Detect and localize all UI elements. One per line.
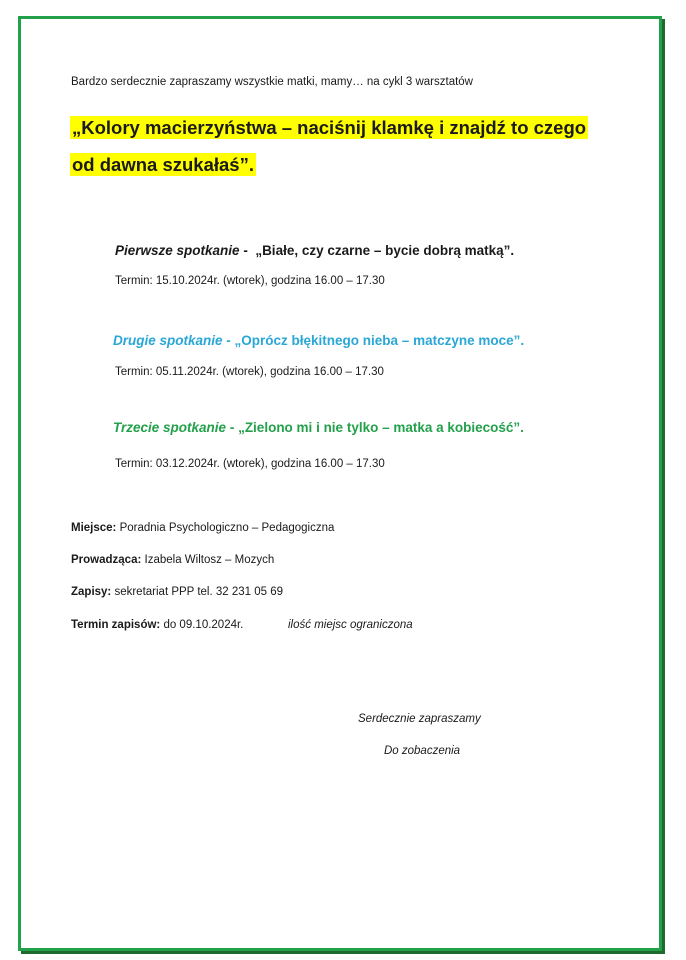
place-value: Poradnia Psychologiczno – Pedagogiczna — [116, 522, 335, 534]
meeting-2-term: Termin: 05.11.2024r. (wtorek), godzina 16.00 – 17.30 — [115, 366, 384, 378]
meeting-1-heading — [115, 243, 514, 258]
headline-line-2 — [70, 154, 256, 176]
host-row — [71, 554, 274, 566]
meeting-1-title: „Białe, czy czarne – bycie dobrą matką”. — [255, 243, 515, 258]
signup-row — [71, 586, 283, 598]
meeting-3-separator: - — [226, 420, 239, 435]
place-row — [71, 522, 334, 534]
closing-invite: Serdecznie zapraszamy — [358, 713, 481, 725]
signup-label: Zapisy: — [71, 586, 112, 598]
host-label: Prowadząca: — [71, 554, 142, 566]
limited-places-note: ilość miejsc ograniczona — [288, 619, 413, 631]
meeting-2-heading — [113, 333, 524, 348]
headline-highlight-1: „Kolory macierzyństwa – naciśnij klamkę i znajdź to czego — [72, 117, 587, 138]
intro-text: Bardzo serdecznie zapraszamy wszystkie matki, mamy… na cykl 3 warsztatów — [71, 76, 473, 88]
meeting-2-separator: - — [222, 333, 235, 348]
meeting-3-heading — [113, 420, 524, 435]
host-value: Izabela Wiltosz – Mozych — [141, 554, 275, 566]
meeting-3-title: „Zielono mi i nie tylko – matka a kobiecość”. — [238, 420, 524, 435]
deadline-row — [71, 619, 243, 631]
meeting-1-label: Pierwsze spotkanie — [115, 243, 240, 258]
headline-line-1 — [70, 117, 588, 139]
place-label: Miejsce: — [71, 522, 117, 534]
meeting-1-separator: - — [239, 243, 256, 258]
signup-value: sekretariat PPP tel. 32 231 05 69 — [111, 586, 284, 598]
closing-farewell: Do zobaczenia — [384, 745, 461, 757]
meeting-2-label: Drugie spotkanie — [113, 333, 223, 348]
deadline-value: do 09.10.2024r. — [160, 619, 244, 631]
meeting-2-title: „Oprócz błękitnego nieba – matczyne moce”. — [234, 333, 525, 348]
deadline-label: Termin zapisów: — [71, 619, 161, 631]
meeting-3-label: Trzecie spotkanie — [113, 420, 227, 435]
meeting-1-term: Termin: 15.10.2024r. (wtorek), godzina 16.00 – 17.30 — [115, 275, 385, 287]
meeting-3-term: Termin: 03.12.2024r. (wtorek), godzina 16.00 – 17.30 — [115, 458, 385, 470]
headline-highlight-2: od dawna szukałaś”. — [72, 154, 254, 175]
